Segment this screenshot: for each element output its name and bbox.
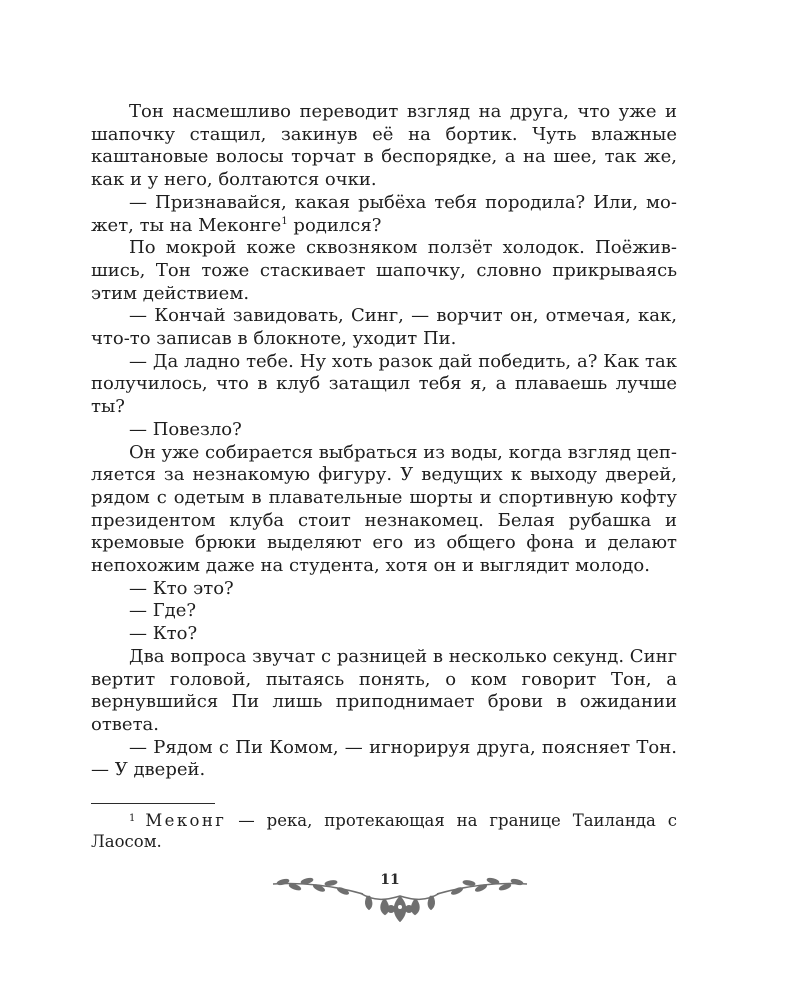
paragraph-tail: родился? <box>287 214 382 236</box>
paragraph: Два вопроса звучат с разницей в несколько секунд. Синг вертит головой, пытаясь понять, о ком говорит Тон, а вернувшийся Пи лишь приподнимает брови в ожидании ответа. <box>91 645 677 735</box>
paragraph: — Да ладно тебе. Ну хоть разок дай победить, а? Как так получилось, что в клуб затащил тебя я, а плаваешь лучше ты? <box>91 350 677 418</box>
paragraph: — Кончай завидовать, Синг, — ворчит он, отмечая, как, что-то записав в блокноте, уходит Пи. <box>91 305 677 350</box>
paragraph: По мокрой коже сквозняком ползёт холодок. Поёжившись, Тон тоже стаскивает шапочку, словно прикрываясь этим действием. <box>91 237 677 304</box>
paragraph-with-footnote <box>91 192 677 237</box>
paragraph: — Рядом с Пи Комом, — игнорируя друга, поясняет Тон. — У дверей. <box>91 736 677 781</box>
paragraph-text: — Признавайся, какая рыбёха тебя породила? Или, может, ты на Меконге <box>91 191 677 236</box>
main-text <box>91 101 677 782</box>
paragraph: — Повезло? <box>129 418 242 440</box>
footnote-divider <box>91 803 215 804</box>
footnote-number: 1 <box>129 813 136 824</box>
paragraph: Тон насмешливо переводит взгляд на друга, что уже и шапочку стащил, закинув её на бортик. Чуть влажные каштановые волосы торчат в беспорядке, а на шее, так же, как и у него, болтаются очки. <box>91 101 677 191</box>
footnote-term: Меконг <box>145 811 227 830</box>
footnote <box>91 810 677 852</box>
footnote-ref[interactable]: 1 <box>281 215 288 227</box>
page-number: 11 <box>380 872 400 888</box>
floral-vignette-icon <box>265 876 535 926</box>
paragraph: Он уже собирается выбраться из воды, когда взгляд цепляется за незнакомую фигуру. У ведущих к выходу дверей, рядом с одетым в плавательные шорты и спортивную кофту президентом клуба стоит незнакомец. Белая рубашка и кремовые брюки выделяют его из общего фона и делают непохожим даже на студента, хотя он и выглядит молодо. <box>91 441 677 577</box>
paragraph: — Где? <box>129 600 197 622</box>
paragraph: — Кто? <box>129 623 198 645</box>
paragraph: — Кто это? <box>129 577 234 599</box>
footnote-text: — река, протекающая на границе Таиланда с Лаосом. <box>91 811 677 851</box>
